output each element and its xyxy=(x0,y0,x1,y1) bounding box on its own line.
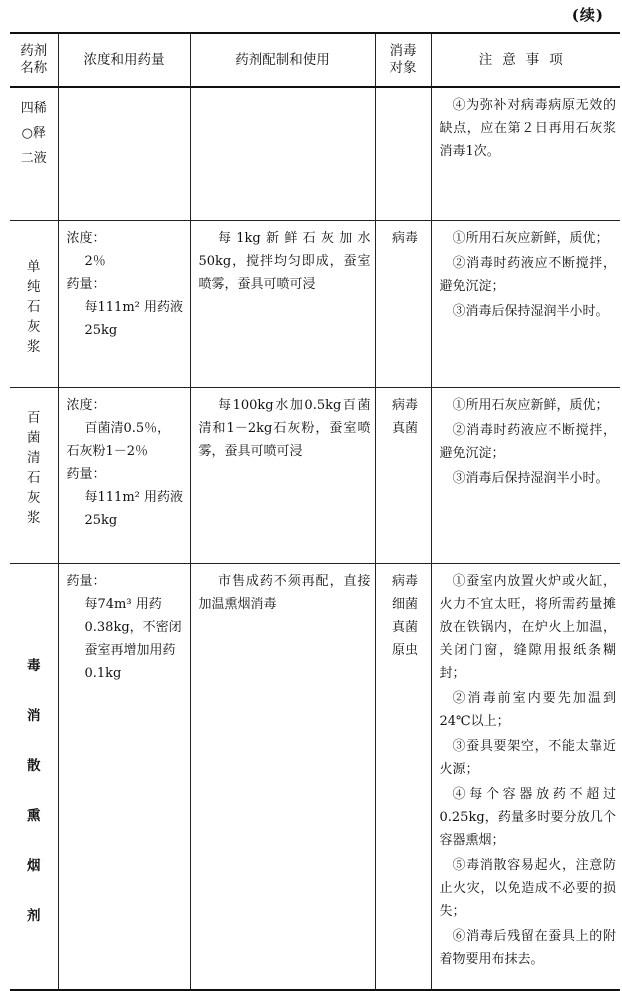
concentration-value: 2％ xyxy=(84,254,106,269)
target-text: 病毒 真菌 xyxy=(391,398,418,436)
note-item: ③消毒后保持湿润半小时。 xyxy=(452,471,609,486)
note-item: ⑥消毒后残留在蚕具上的附着物要用布抹去。 xyxy=(439,929,616,967)
target-text: 病毒 细菌 真菌 原虫 xyxy=(391,574,418,658)
agent-name-char: 石 xyxy=(27,299,41,315)
dosage-label: 药量： xyxy=(66,574,106,589)
note-item: ④为弥补对病毒病原无效的缺点，应在第２日再用石灰浆消毒1次。 xyxy=(439,98,616,159)
agent-name-cell xyxy=(10,221,58,388)
dosage-label: 药量： xyxy=(66,277,106,292)
header-concentration: 浓度和用药量 xyxy=(58,33,190,87)
agent-name-cell xyxy=(10,564,58,991)
preparation-text: 市售成药不须再配，直接加温熏烟消毒 xyxy=(198,574,371,612)
note-item: ③消毒后保持湿润半小时。 xyxy=(452,304,609,319)
agent-name-char: 菌 xyxy=(27,430,41,446)
dosage-value: 每74m³ 用药0.38kg，不密闭蚕室再增加用药0.1kg xyxy=(84,597,182,681)
agent-name-cell xyxy=(10,87,58,221)
agent-name-char: 浆 xyxy=(27,510,41,526)
header-row xyxy=(10,33,620,87)
agent-name-char: 灰 xyxy=(27,490,41,506)
header-notes: 注意事项 xyxy=(431,33,620,87)
agent-name-part: 四稀 xyxy=(20,101,47,116)
table-row xyxy=(10,87,620,221)
note-item: ①所用石灰应新鲜，质优； xyxy=(452,231,609,246)
notes-cell xyxy=(431,564,620,991)
target-text: 病毒 xyxy=(391,231,418,246)
concentration-label: 浓度： xyxy=(66,231,106,246)
note-item: ②消毒时药液应不断搅拌，避免沉淀； xyxy=(439,423,616,461)
note-item: ④每个容器放药不超过0.25kg，药量多时要分放几个容器熏烟； xyxy=(439,787,616,848)
agent-name-char: 灰 xyxy=(27,319,41,335)
agent-name-char: 消 xyxy=(27,708,41,724)
agent-name-char: 熏 xyxy=(27,808,41,824)
note-item: ①所用石灰应新鲜，质优； xyxy=(452,398,609,413)
notes-cell xyxy=(431,388,620,564)
target-cell xyxy=(375,388,431,564)
dosage-value: 每111m² 用药液25kg xyxy=(84,490,183,528)
concentration-value: 石灰粉1－2％ xyxy=(66,444,149,459)
concentration-cell xyxy=(58,388,190,564)
preparation-cell xyxy=(190,87,375,221)
agent-name-cell xyxy=(10,388,58,564)
preparation-text: 每100kg水加0.5kg百菌清和1－2kg石灰粉，蚕室喷雾，蚕具可喷可浸 xyxy=(198,398,371,459)
agent-name-char: 剂 xyxy=(27,908,41,924)
concentration-cell xyxy=(58,564,190,991)
agent-name-char: 石 xyxy=(27,470,41,486)
target-cell xyxy=(375,221,431,388)
preparation-text: 每1kg新鲜石灰加水50kg，搅拌均匀即成，蚕室喷雾，蚕具可喷可浸 xyxy=(198,231,371,292)
continued-label: (续) xyxy=(571,6,604,24)
preparation-cell xyxy=(190,388,375,564)
agent-name-char: 单 xyxy=(27,259,41,275)
disinfectant-table xyxy=(10,32,620,991)
note-item: ①蚕室内放置火炉或火缸，火力不宜太旺，将所需药量摊放在铁锅内，在炉火上加温，关闭门窗，缝隙用报纸条糊封； xyxy=(439,574,616,681)
agent-name-char: 浆 xyxy=(27,339,41,355)
agent-name-char: 清 xyxy=(27,450,41,466)
table-row xyxy=(10,221,620,388)
note-item: ②消毒时药液应不断搅拌，避免沉淀； xyxy=(439,256,616,294)
agent-name-part: 二液 xyxy=(20,151,47,166)
agent-name-char: 烟 xyxy=(27,858,41,874)
table-row xyxy=(10,564,620,991)
notes-cell xyxy=(431,221,620,388)
header-agent-name: 药剂 名称 xyxy=(10,33,58,87)
dosage-label: 药量： xyxy=(66,467,106,482)
header-target: 消毒 对象 xyxy=(375,33,431,87)
dosage-value: 每111m² 用药液25kg xyxy=(84,300,183,338)
concentration-value: 百菌清0.5％， xyxy=(84,421,171,436)
header-preparation: 药剂配制和使用 xyxy=(190,33,375,87)
table-row xyxy=(10,388,620,564)
concentration-label: 浓度： xyxy=(66,398,106,413)
note-item: ②消毒前室内要先加温到24℃以上； xyxy=(439,691,616,729)
target-cell xyxy=(375,564,431,991)
agent-name-char: 纯 xyxy=(27,279,41,295)
concentration-cell xyxy=(58,87,190,221)
preparation-cell xyxy=(190,564,375,991)
agent-name-part: ○释 xyxy=(21,126,46,141)
notes-cell xyxy=(431,87,620,221)
preparation-cell xyxy=(190,221,375,388)
agent-name-char: 毒 xyxy=(27,658,41,674)
note-item: ⑤毒消散容易起火，注意防止火灾，以免造成不必要的损失； xyxy=(439,858,616,919)
concentration-cell xyxy=(58,221,190,388)
target-cell xyxy=(375,87,431,221)
agent-name-char: 散 xyxy=(27,758,41,774)
note-item: ③蚕具要架空，不能太靠近火源； xyxy=(439,739,616,777)
agent-name-char: 百 xyxy=(27,410,41,426)
